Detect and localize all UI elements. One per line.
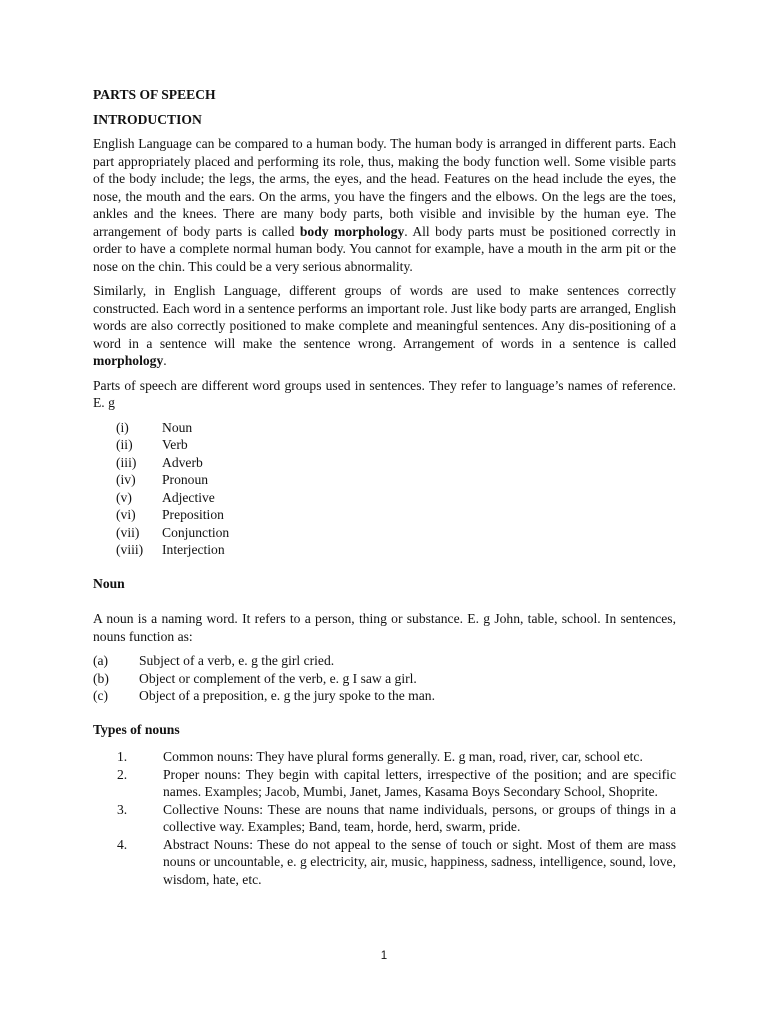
list-item-number: 4. [117, 836, 128, 852]
list-item [93, 541, 676, 559]
list-item [93, 471, 676, 489]
list-item-number: (a) [93, 653, 109, 668]
list-item [93, 454, 676, 472]
list-item-number: (b) [93, 670, 109, 686]
list-item-text: Abstract Nouns: These do not appeal to the sense of touch or sight. Most of them are mass nouns or uncountable, e. g electricity, air, music, happiness, sadness, intelligence, sound, love, wisdom, hate, etc. [163, 836, 676, 887]
intro-paragraph-3: Parts of speech are different word groups used in sentences. They refer to language’s names of reference. E. g [93, 377, 676, 410]
list-item [93, 419, 676, 437]
list-item [93, 652, 676, 670]
page-content [93, 86, 676, 888]
list-item-number: (viii) [116, 542, 144, 557]
list-item-label: Adverb [162, 454, 203, 470]
page-number: 1 [380, 950, 388, 962]
list-item-number: (ii) [116, 437, 133, 452]
list-item-label: Preposition [162, 507, 224, 522]
noun-paragraph: A noun is a naming word. It refers to a person, thing or substance. E. g John, table, school. In sentences, nouns function as: [93, 611, 676, 644]
list-item-text: Common nouns: They have plural forms generally. E. g man, road, river, car, school etc. [163, 749, 643, 764]
list-item-number: 1. [117, 749, 128, 764]
list-item-number: (i) [116, 419, 129, 435]
noun-functions-list [93, 652, 676, 705]
list-item-number: (iii) [116, 454, 137, 470]
list-item-text: Collective Nouns: These are nouns that name individuals, persons, or groups of things in a collective way. Examples; Band, team, horde, herd, swarm, pride. [163, 801, 676, 834]
term-body-morphology: body morphology [299, 223, 405, 239]
intro-p1-text-before: English Language can be compared to a human body. The human body is arranged in different parts. Each part appropriately placed and performing its role, thus, making the body function well. Some visible parts of the body include; the legs, the arms, the eyes, and the head. Features on the head include the eyes, the nose, the mouth and the ears. On the arms, you have the fingers and the elbows. On the legs are the toes, ankles and the knees. There are many body parts, both visible and invisible by the human eye. The arrangement of body parts is called [93, 136, 676, 239]
list-item [93, 687, 676, 705]
list-item-label: Conjunction [162, 524, 230, 540]
noun-types-list [93, 748, 676, 888]
intro-paragraph-1 [93, 135, 676, 275]
document-title: PARTS OF SPEECH [93, 87, 216, 102]
list-item [93, 836, 676, 889]
list-item [93, 766, 676, 801]
list-item [93, 489, 676, 507]
list-item-text: Object or complement of the verb, e. g I saw a girl. [139, 670, 417, 686]
term-morphology: morphology [93, 353, 164, 368]
list-item-label: Noun [162, 419, 193, 435]
list-item [93, 748, 676, 766]
list-item-label: Verb [162, 437, 188, 452]
parts-of-speech-list [93, 419, 676, 559]
list-item-label: Adjective [162, 489, 215, 505]
intro-p2-text-before: Similarly, in English Language, different groups of words are used to make sentences correctly constructed. Each word in a sentence performs an important role. Just like body parts are arranged, English words are also correctly positioned to make complete and meaningful sentences. Any dis-positioning of a word in a sentence will make the sentence wrong. Arrangement of words in a sentence is called [93, 283, 676, 351]
list-item-label: Pronoun [162, 472, 209, 487]
list-item-number: (vi) [116, 507, 136, 522]
list-item-text: Proper nouns: They begin with capital letters, irrespective of the position; and are specific names. Examples; Jacob, Mumbi, Janet, James, Kasama Boys Secondary School, Shoprite. [163, 766, 676, 799]
list-item [93, 524, 676, 542]
list-item-number: (vii) [116, 524, 140, 540]
list-item-number: 2. [117, 766, 128, 782]
list-item [93, 670, 676, 688]
intro-p1-text-after: . All body parts must be positioned correctly in order to have a complete normal human body. You cannot for example, have a mouth in the arm pit or the nose on the chin. This could be a very serious abnormality. [93, 223, 676, 274]
list-item-label: Interjection [162, 542, 225, 557]
list-item [93, 506, 676, 524]
types-of-nouns-heading: Types of nouns [93, 721, 180, 737]
list-item-number: 3. [117, 801, 128, 817]
list-item-number: (iv) [116, 472, 136, 487]
introduction-heading: INTRODUCTION [93, 111, 202, 127]
intro-p2-text-after: . [163, 353, 167, 368]
list-item [93, 801, 676, 836]
noun-heading: Noun [93, 575, 125, 591]
list-item-number: (c) [93, 688, 109, 703]
list-item [93, 436, 676, 454]
list-item-text: Subject of a verb, e. g the girl cried. [139, 653, 335, 668]
list-item-number: (v) [116, 489, 132, 505]
intro-paragraph-2 [93, 282, 676, 370]
list-item-text: Object of a preposition, e. g the jury spoke to the man. [139, 688, 435, 703]
